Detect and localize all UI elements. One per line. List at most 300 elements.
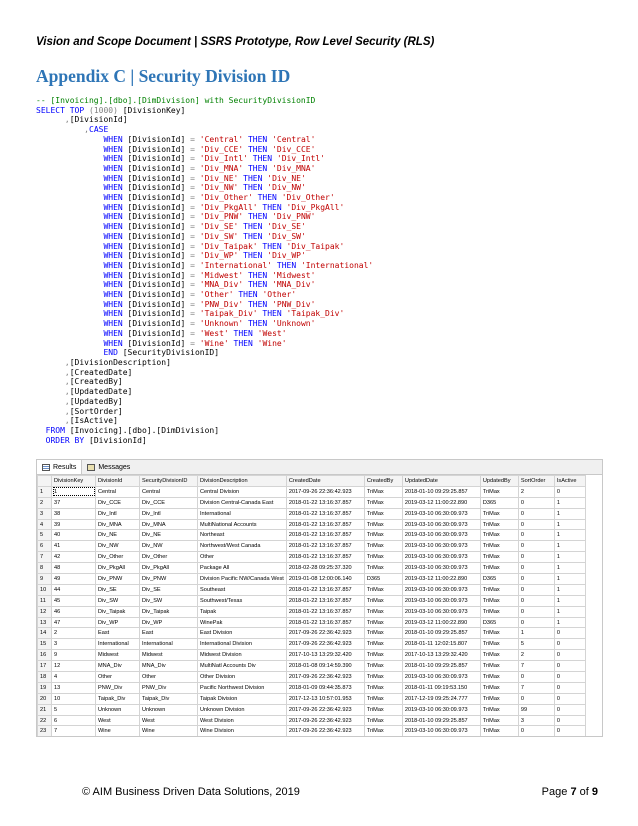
sql-code-block: -- [Invoicing].[dbo].[DimDivision] with SecurityDivisionID SELECT TOP (1000) [DivisionKey] ,[DivisionId] ,CASE WHEN [DivisionId] = 'Central' THEN 'Central' WHEN [DivisionId] = 'Div_CCE' THEN 'Div_CCE' WHEN [DivisionId] = 'Div_Intl' THEN 'Div_Intl' WHEN [DivisionId] = 'Div_MNA' THEN 'Div_MNA' WHEN [DivisionId] = 'Div_NE' THEN 'Div_NE' WHEN [DivisionId] = 'Div_NW' THEN 'Div_NW' WHEN [DivisionId] = 'Div_Other' THEN 'Div_Other' WHEN [DivisionId] = 'Div_PkgAll' THEN 'Div_PkgAll' WHEN [DivisionId] = 'Div_PNW' THEN 'Div_PNW' WHEN [DivisionId] = 'Div_SE' THEN 'Div_SE' WHEN [DivisionId] = 'Div_SW' THEN 'Div_SW' WHEN [DivisionId] = 'Div_Taipak' THEN 'Div_Taipak' WHEN [DivisionId] = 'Div_WP' THEN 'Div_WP' WHEN [DivisionId] = 'International' THEN 'International' WHEN [DivisionId] = 'Midwest' THEN 'Midwest' WHEN [DivisionId] = 'MNA_Div' THEN 'MNA_Div' WHEN [DivisionId] = 'Other' THEN 'Other' WHEN [DivisionId] = 'PNW_Div' THEN 'PNW_Div' WHEN [DivisionId] = 'Taipak_Div' THEN 'Taipak_Div' WHEN [DivisionId] = 'Unknown' THEN 'Unknown' WHEN [DivisionId] = 'West' THEN 'West' WHEN [DivisionId] = 'Wine' THEN 'Wine' END [SecurityDivisionID] ,[DivisionDescription] ,[CreatedDate] ,[CreatedBy] ,[UpdatedDate] ,[UpdatedBy] ,[SortOrder] ,[IsActive] FROM [Invoicing].[dbo].[DimDivision] ORDER BY [DivisionId] bbox=[36, 96, 374, 445]
table-cell: 1 bbox=[518, 628, 554, 639]
table-cell: 2019-03-10 06:30:09.973 bbox=[402, 672, 480, 683]
table-cell: 1 bbox=[554, 508, 585, 519]
table-cell: 0 bbox=[554, 715, 585, 726]
table-cell: Unknown bbox=[96, 704, 140, 715]
table-cell: 0 bbox=[554, 661, 585, 672]
sql-alias: [SecurityDivisionID] bbox=[122, 348, 220, 358]
table-row[interactable] bbox=[38, 726, 586, 737]
table-cell: 0 bbox=[554, 726, 585, 737]
table-row[interactable] bbox=[38, 704, 586, 715]
table-cell: Div_CCE bbox=[96, 497, 140, 508]
results-grid[interactable] bbox=[37, 475, 586, 737]
table-cell: 2019-03-12 11:00:22.890 bbox=[402, 617, 480, 628]
table-cell: 1 bbox=[52, 486, 96, 497]
table-cell: 1 bbox=[554, 574, 585, 585]
table-cell: Central bbox=[96, 486, 140, 497]
row-number: 21 bbox=[38, 704, 52, 715]
table-cell: TriMax bbox=[364, 715, 402, 726]
table-cell: Pacific Northwest Division bbox=[198, 682, 287, 693]
column-header: DivisionKey bbox=[52, 476, 96, 487]
table-cell: West Division bbox=[198, 715, 287, 726]
table-cell: 44 bbox=[52, 584, 96, 595]
table-cell: 47 bbox=[52, 617, 96, 628]
table-cell: TriMax bbox=[480, 563, 518, 574]
table-cell: Unknown Division bbox=[198, 704, 287, 715]
table-cell: 0 bbox=[554, 639, 585, 650]
table-cell: 5 bbox=[52, 704, 96, 715]
sql-when-line: WHEN [DivisionId] = 'PNW_Div' THEN 'PNW_Div' bbox=[103, 299, 316, 309]
table-cell: 2018-01-10 09:29:25.857 bbox=[402, 661, 480, 672]
table-cell: 13 bbox=[52, 682, 96, 693]
table-cell: MNA_Div bbox=[96, 661, 140, 672]
table-cell: Div_Other bbox=[140, 552, 198, 563]
table-cell: 41 bbox=[52, 541, 96, 552]
table-cell: East Division bbox=[198, 628, 287, 639]
table-row[interactable] bbox=[38, 486, 586, 497]
table-cell: 2 bbox=[518, 650, 554, 661]
table-row[interactable] bbox=[38, 508, 586, 519]
table-cell: 10 bbox=[52, 693, 96, 704]
column-header: UpdatedBy bbox=[480, 476, 518, 487]
table-cell: 2017-10-13 13:29:32.420 bbox=[286, 650, 364, 661]
table-row[interactable] bbox=[38, 552, 586, 563]
table-cell: TriMax bbox=[480, 606, 518, 617]
column-header: DivisionDescription bbox=[198, 476, 287, 487]
table-cell: D365 bbox=[480, 574, 518, 585]
table-cell: 2018-01-22 13:16:37.857 bbox=[286, 595, 364, 606]
row-number: 5 bbox=[38, 530, 52, 541]
table-cell: Div_Intl bbox=[96, 508, 140, 519]
table-cell: TriMax bbox=[480, 704, 518, 715]
sql-when-line: WHEN [DivisionId] = 'Unknown' THEN 'Unknown' bbox=[103, 319, 316, 329]
table-cell: Central bbox=[140, 486, 198, 497]
sql-when-line: WHEN [DivisionId] = 'Div_MNA' THEN 'Div_MNA' bbox=[103, 163, 316, 173]
results-tabbar bbox=[37, 460, 602, 475]
sql-when-line: WHEN [DivisionId] = 'West' THEN 'West' bbox=[103, 328, 287, 338]
sql-column: [DivisionId] bbox=[69, 115, 128, 125]
table-cell: 0 bbox=[518, 574, 554, 585]
grid-icon bbox=[42, 464, 50, 471]
table-cell: TriMax bbox=[480, 552, 518, 563]
table-cell: Other bbox=[140, 672, 198, 683]
table-cell: TriMax bbox=[480, 672, 518, 683]
table-cell: TriMax bbox=[364, 497, 402, 508]
table-cell: TriMax bbox=[480, 715, 518, 726]
table-cell: 2018-01-09 09:44:35.873 bbox=[286, 682, 364, 693]
table-cell: 2019-03-10 06:30:09.973 bbox=[402, 606, 480, 617]
row-number: 6 bbox=[38, 541, 52, 552]
sql-select-keyword: SELECT TOP bbox=[36, 105, 85, 115]
sql-column-line: ,[SortOrder] bbox=[64, 406, 123, 416]
table-cell: TriMax bbox=[480, 693, 518, 704]
table-cell: 2019-01-08 12:00:06.140 bbox=[286, 574, 364, 585]
table-cell: Wine bbox=[140, 726, 198, 737]
table-cell: Midwest bbox=[96, 650, 140, 661]
sql-when-line: WHEN [DivisionId] = 'Div_SE' THEN 'Div_SE' bbox=[103, 222, 306, 232]
table-row[interactable] bbox=[38, 672, 586, 683]
table-cell: Wine bbox=[96, 726, 140, 737]
table-cell: TriMax bbox=[364, 541, 402, 552]
table-cell: International bbox=[140, 639, 198, 650]
table-cell: TriMax bbox=[364, 552, 402, 563]
table-cell: 1 bbox=[554, 530, 585, 541]
table-cell: Div_CCE bbox=[140, 497, 198, 508]
table-cell: D365 bbox=[364, 574, 402, 585]
table-cell: TriMax bbox=[480, 519, 518, 530]
table-cell: 2017-09-26 22:36:42.923 bbox=[286, 704, 364, 715]
table-cell: 3 bbox=[518, 715, 554, 726]
row-number: 7 bbox=[38, 552, 52, 563]
column-header: CreatedDate bbox=[286, 476, 364, 487]
table-cell: TriMax bbox=[364, 661, 402, 672]
table-cell: 2017-12-19 09:25:24.777 bbox=[402, 693, 480, 704]
footer-page-number: Page 7 of 9 bbox=[541, 786, 598, 798]
tab-messages[interactable]: Messages bbox=[82, 460, 135, 474]
row-number: 4 bbox=[38, 519, 52, 530]
table-cell: TriMax bbox=[480, 508, 518, 519]
table-cell: 1 bbox=[554, 519, 585, 530]
sql-when-line: WHEN [DivisionId] = 'Div_NE' THEN 'Div_NE' bbox=[103, 173, 306, 183]
column-header: DivisionId bbox=[96, 476, 140, 487]
table-cell: 0 bbox=[518, 508, 554, 519]
table-cell: West bbox=[140, 715, 198, 726]
table-row[interactable] bbox=[38, 628, 586, 639]
row-number: 10 bbox=[38, 584, 52, 595]
table-cell: 0 bbox=[554, 650, 585, 661]
table-cell: 7 bbox=[52, 726, 96, 737]
sql-when-line: WHEN [DivisionId] = 'Taipak_Div' THEN 'Taipak_Div' bbox=[103, 309, 345, 319]
sql-when-line: WHEN [DivisionId] = 'MNA_Div' THEN 'MNA_Div' bbox=[103, 280, 316, 290]
table-cell: 1 bbox=[554, 563, 585, 574]
table-cell: Southwest/Texas bbox=[198, 595, 287, 606]
table-cell: Div_PkgAll bbox=[140, 563, 198, 574]
sql-when-line: WHEN [DivisionId] = 'Div_PNW' THEN 'Div_PNW' bbox=[103, 212, 316, 222]
row-number: 9 bbox=[38, 574, 52, 585]
table-cell: TriMax bbox=[480, 682, 518, 693]
table-cell: 1 bbox=[554, 541, 585, 552]
table-row[interactable] bbox=[38, 530, 586, 541]
results-pane bbox=[36, 459, 603, 737]
row-number: 12 bbox=[38, 606, 52, 617]
table-cell: Div_SW bbox=[140, 595, 198, 606]
table-cell: 2017-09-26 22:36:42.923 bbox=[286, 486, 364, 497]
table-cell: 2017-12-13 10:57:01.953 bbox=[286, 693, 364, 704]
row-number: 19 bbox=[38, 682, 52, 693]
sql-top-n: (1000) bbox=[89, 105, 118, 115]
table-cell: 1 bbox=[554, 617, 585, 628]
table-row[interactable] bbox=[38, 661, 586, 672]
table-cell: Midwest bbox=[140, 650, 198, 661]
table-cell: 0 bbox=[518, 497, 554, 508]
table-cell: 46 bbox=[52, 606, 96, 617]
sql-when-line: WHEN [DivisionId] = 'Div_WP' THEN 'Div_WP' bbox=[103, 251, 306, 261]
table-cell: 45 bbox=[52, 595, 96, 606]
table-cell: 2018-01-10 09:29:25.857 bbox=[402, 715, 480, 726]
table-cell: TriMax bbox=[480, 584, 518, 595]
sql-when-line: WHEN [DivisionId] = 'Div_Intl' THEN 'Div_Intl' bbox=[103, 154, 326, 164]
table-cell: Div_Taipak bbox=[96, 606, 140, 617]
table-cell: TriMax bbox=[480, 595, 518, 606]
row-number: 3 bbox=[38, 508, 52, 519]
table-cell: International bbox=[198, 508, 287, 519]
table-cell: International Division bbox=[198, 639, 287, 650]
table-cell: 7 bbox=[518, 682, 554, 693]
table-cell: Div_NE bbox=[96, 530, 140, 541]
table-cell: 38 bbox=[52, 508, 96, 519]
table-cell: 40 bbox=[52, 530, 96, 541]
table-cell: 0 bbox=[518, 552, 554, 563]
messages-icon bbox=[87, 464, 95, 471]
sql-when-line: WHEN [DivisionId] = 'Div_SW' THEN 'Div_SW' bbox=[103, 231, 306, 241]
table-cell: Div_SW bbox=[96, 595, 140, 606]
table-cell: 4 bbox=[52, 672, 96, 683]
table-row[interactable] bbox=[38, 693, 586, 704]
table-cell: 2018-01-11 12:02:15.807 bbox=[402, 639, 480, 650]
table-cell: 37 bbox=[52, 497, 96, 508]
table-cell: 12 bbox=[52, 661, 96, 672]
table-cell: Div_NW bbox=[96, 541, 140, 552]
table-row[interactable] bbox=[38, 541, 586, 552]
table-cell: 2017-10-13 13:29:32.420 bbox=[402, 650, 480, 661]
table-cell: East bbox=[96, 628, 140, 639]
table-cell: Taipak Division bbox=[198, 693, 287, 704]
table-cell: 1 bbox=[554, 595, 585, 606]
table-row[interactable] bbox=[38, 715, 586, 726]
table-cell: 2018-01-08 09:14:59.390 bbox=[286, 661, 364, 672]
table-cell: 99 bbox=[518, 704, 554, 715]
sql-from-table: [Invoicing].[dbo].[DimDivision] bbox=[69, 425, 220, 435]
table-row[interactable] bbox=[38, 574, 586, 585]
row-number: 20 bbox=[38, 693, 52, 704]
sql-when-line: WHEN [DivisionId] = 'Other' THEN 'Other' bbox=[103, 290, 297, 300]
table-cell: TriMax bbox=[364, 563, 402, 574]
grid-corner bbox=[38, 476, 52, 487]
table-cell: PNW_Div bbox=[140, 682, 198, 693]
section-title: Appendix C | Security Division ID bbox=[36, 66, 291, 86]
sql-column-line: ,[CreatedBy] bbox=[64, 377, 123, 387]
column-header: IsActive bbox=[554, 476, 585, 487]
table-cell: TriMax bbox=[364, 595, 402, 606]
table-cell: Div_WP bbox=[96, 617, 140, 628]
table-cell: 0 bbox=[554, 693, 585, 704]
table-cell: Div_SE bbox=[140, 584, 198, 595]
table-row[interactable] bbox=[38, 606, 586, 617]
table-cell: 2017-09-26 22:36:42.923 bbox=[286, 639, 364, 650]
table-row[interactable] bbox=[38, 519, 586, 530]
table-cell: 0 bbox=[554, 628, 585, 639]
table-row[interactable] bbox=[38, 584, 586, 595]
sql-column-line: ,[IsActive] bbox=[64, 416, 118, 426]
table-cell: 2017-09-26 22:36:42.923 bbox=[286, 726, 364, 737]
table-cell: 2019-03-12 11:00:22.890 bbox=[402, 574, 480, 585]
table-cell: 0 bbox=[518, 693, 554, 704]
sql-order-column: [DivisionId] bbox=[89, 435, 147, 445]
sql-when-line: WHEN [DivisionId] = 'Wine' THEN 'Wine' bbox=[103, 338, 287, 348]
row-number: 1 bbox=[38, 486, 52, 497]
table-cell: Div_NW bbox=[140, 541, 198, 552]
table-cell: 48 bbox=[52, 563, 96, 574]
table-cell: TriMax bbox=[480, 486, 518, 497]
sql-comment: -- [Invoicing].[dbo].[DimDivision] with SecurityDivisionID bbox=[36, 96, 316, 105]
table-cell: TriMax bbox=[364, 486, 402, 497]
table-cell: MultiNational Accounts bbox=[198, 519, 287, 530]
sql-when-line: WHEN [DivisionId] = 'Div_NW' THEN 'Div_NW' bbox=[103, 183, 306, 193]
table-row[interactable] bbox=[38, 497, 586, 508]
table-cell: TriMax bbox=[364, 584, 402, 595]
table-cell: 2019-03-10 06:30:09.973 bbox=[402, 530, 480, 541]
table-cell: PNW_Div bbox=[96, 682, 140, 693]
table-cell: 49 bbox=[52, 574, 96, 585]
table-cell: Taipak_Div bbox=[96, 693, 140, 704]
table-cell: 2019-03-10 06:30:09.973 bbox=[402, 584, 480, 595]
table-cell: TriMax bbox=[364, 682, 402, 693]
table-cell: Taipak_Div bbox=[140, 693, 198, 704]
table-cell: Midwest Division bbox=[198, 650, 287, 661]
table-cell: TriMax bbox=[480, 650, 518, 661]
table-cell: Div_PNW bbox=[96, 574, 140, 585]
table-cell: 2019-03-10 06:30:09.973 bbox=[402, 519, 480, 530]
table-cell: 2018-01-22 13:16:37.857 bbox=[286, 519, 364, 530]
row-number: 11 bbox=[38, 595, 52, 606]
table-cell: 0 bbox=[518, 617, 554, 628]
table-cell: 2018-01-22 13:16:37.857 bbox=[286, 617, 364, 628]
table-row[interactable] bbox=[38, 682, 586, 693]
table-cell: Wine Division bbox=[198, 726, 287, 737]
table-cell: 0 bbox=[554, 704, 585, 715]
table-cell: International bbox=[96, 639, 140, 650]
sql-column-line: ,[CreatedDate] bbox=[64, 367, 133, 377]
table-cell: Northeast bbox=[198, 530, 287, 541]
table-cell: 1 bbox=[554, 606, 585, 617]
table-cell: 2019-03-10 06:30:09.973 bbox=[402, 595, 480, 606]
table-cell: 9 bbox=[52, 650, 96, 661]
table-cell: 0 bbox=[518, 519, 554, 530]
column-header: UpdatedDate bbox=[402, 476, 480, 487]
table-cell: 2018-01-11 09:19:53.150 bbox=[402, 682, 480, 693]
table-cell: Div_WP bbox=[140, 617, 198, 628]
table-cell: 2018-01-22 13:16:37.857 bbox=[286, 541, 364, 552]
table-cell: Division Central-Canada East bbox=[198, 497, 287, 508]
row-number: 2 bbox=[38, 497, 52, 508]
table-cell: 42 bbox=[52, 552, 96, 563]
table-cell: TriMax bbox=[364, 530, 402, 541]
table-cell: 2018-01-22 13:16:37.857 bbox=[286, 606, 364, 617]
table-cell: D365 bbox=[480, 617, 518, 628]
table-row[interactable] bbox=[38, 617, 586, 628]
table-cell: 2 bbox=[518, 486, 554, 497]
table-row[interactable] bbox=[38, 650, 586, 661]
row-number: 16 bbox=[38, 650, 52, 661]
table-cell: East bbox=[140, 628, 198, 639]
table-cell: TriMax bbox=[364, 704, 402, 715]
row-number: 8 bbox=[38, 563, 52, 574]
table-cell: Div_Taipak bbox=[140, 606, 198, 617]
table-cell: TriMax bbox=[364, 672, 402, 683]
sql-when-line: WHEN [DivisionId] = 'Div_CCE' THEN 'Div_CCE' bbox=[103, 144, 316, 154]
table-cell: TriMax bbox=[480, 541, 518, 552]
table-cell: Central Division bbox=[198, 486, 287, 497]
table-cell: Unknown bbox=[140, 704, 198, 715]
table-cell: Other Division bbox=[198, 672, 287, 683]
table-row[interactable] bbox=[38, 639, 586, 650]
table-cell: 3 bbox=[52, 639, 96, 650]
column-header: CreatedBy bbox=[364, 476, 402, 487]
tab-results[interactable]: Results bbox=[37, 460, 82, 474]
table-cell: Package All bbox=[198, 563, 287, 574]
row-number: 14 bbox=[38, 628, 52, 639]
table-cell: TriMax bbox=[364, 726, 402, 737]
table-cell: MNA_Div bbox=[140, 661, 198, 672]
table-cell: 2017-09-26 22:36:42.923 bbox=[286, 628, 364, 639]
table-cell: TriMax bbox=[364, 606, 402, 617]
table-cell: 0 bbox=[518, 606, 554, 617]
table-cell: Div_Other bbox=[96, 552, 140, 563]
table-cell: TriMax bbox=[364, 628, 402, 639]
table-cell: TriMax bbox=[480, 661, 518, 672]
table-cell: 0 bbox=[518, 672, 554, 683]
table-row[interactable] bbox=[38, 595, 586, 606]
table-cell: WinePak bbox=[198, 617, 287, 628]
table-cell: 2 bbox=[52, 628, 96, 639]
table-cell: 2017-09-26 22:36:42.923 bbox=[286, 715, 364, 726]
column-header: SortOrder bbox=[518, 476, 554, 487]
running-header: Vision and Scope Document | SSRS Prototype, Row Level Security (RLS) bbox=[36, 36, 435, 48]
table-cell: Div_NE bbox=[140, 530, 198, 541]
table-cell: Div_PNW bbox=[140, 574, 198, 585]
table-cell: 5 bbox=[518, 639, 554, 650]
table-cell: 0 bbox=[554, 486, 585, 497]
row-number: 22 bbox=[38, 715, 52, 726]
table-cell: MultiNatl Accounts Div bbox=[198, 661, 287, 672]
table-cell: Taipak bbox=[198, 606, 287, 617]
table-cell: 0 bbox=[518, 584, 554, 595]
table-cell: 2019-03-10 06:30:09.973 bbox=[402, 541, 480, 552]
table-cell: 2018-01-22 13:16:37.857 bbox=[286, 552, 364, 563]
table-cell: 0 bbox=[518, 541, 554, 552]
table-cell: 2018-02-28 09:25:37.320 bbox=[286, 563, 364, 574]
sql-case-keyword: CASE bbox=[89, 125, 109, 135]
table-cell: 6 bbox=[52, 715, 96, 726]
table-cell: Div_SE bbox=[96, 584, 140, 595]
table-cell: 2018-01-22 13:16:37.857 bbox=[286, 530, 364, 541]
table-cell: 0 bbox=[554, 672, 585, 683]
table-cell: TriMax bbox=[480, 726, 518, 737]
table-cell: 2018-01-10 09:29:25.857 bbox=[402, 486, 480, 497]
row-number: 18 bbox=[38, 672, 52, 683]
table-cell: 2018-01-22 13:16:37.857 bbox=[286, 508, 364, 519]
table-cell: D365 bbox=[480, 497, 518, 508]
table-cell: 2019-03-10 06:30:09.973 bbox=[402, 563, 480, 574]
table-cell: 0 bbox=[518, 563, 554, 574]
sql-when-line: WHEN [DivisionId] = 'International' THEN 'International' bbox=[103, 260, 374, 270]
sql-when-line: WHEN [DivisionId] = 'Midwest' THEN 'Midwest' bbox=[103, 270, 316, 280]
table-cell: 2019-03-10 06:30:09.973 bbox=[402, 508, 480, 519]
table-cell: 2018-01-22 13:16:37.857 bbox=[286, 497, 364, 508]
table-cell: 0 bbox=[518, 726, 554, 737]
table-row[interactable] bbox=[38, 563, 586, 574]
sql-when-line: WHEN [DivisionId] = 'Div_PkgAll' THEN 'Div_PkgAll' bbox=[103, 202, 345, 212]
table-cell: 0 bbox=[518, 595, 554, 606]
table-cell: 2019-03-10 06:30:09.973 bbox=[402, 552, 480, 563]
table-cell: Div_MNA bbox=[96, 519, 140, 530]
sql-when-line: WHEN [DivisionId] = 'Div_Taipak' THEN 'Div_Taipak' bbox=[103, 241, 345, 251]
table-cell: TriMax bbox=[364, 693, 402, 704]
table-cell: 2018-01-10 09:29:25.857 bbox=[402, 628, 480, 639]
row-number: 15 bbox=[38, 639, 52, 650]
sql-when-line: WHEN [DivisionId] = 'Div_Other' THEN 'Div_Other' bbox=[103, 193, 335, 203]
table-cell: TriMax bbox=[480, 639, 518, 650]
table-cell: 0 bbox=[518, 530, 554, 541]
